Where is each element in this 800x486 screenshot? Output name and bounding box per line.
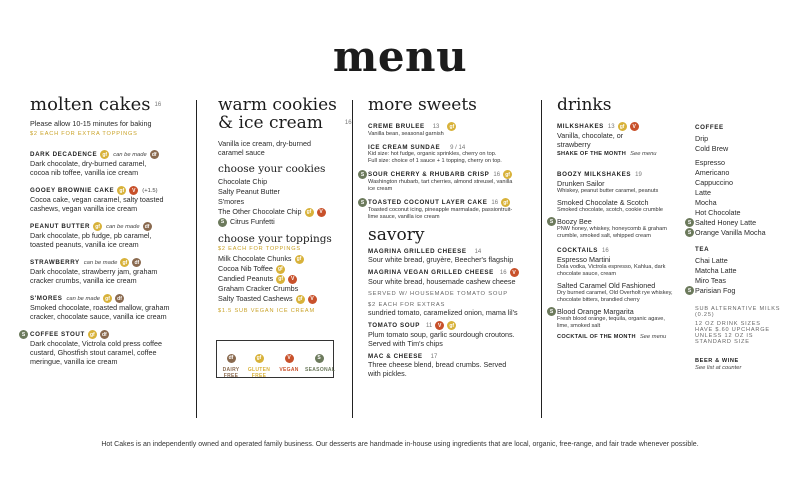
item-name: S'MORES <box>30 295 63 302</box>
item-desc: Dark chocolate, strawberry jam, graham <box>30 267 158 276</box>
column-divider <box>352 100 353 418</box>
menu-item <box>30 258 190 285</box>
item-note: can be made <box>113 151 147 158</box>
gluten-free-icon: gf <box>503 170 512 179</box>
vegan-icon: V <box>285 354 294 363</box>
item-desc: Dark chocolate, Victrola cold press coffee <box>30 339 162 348</box>
price: 16 <box>491 199 499 206</box>
coffee-item: Latte <box>695 188 711 197</box>
drink-desc: PNW honey, whiskey, honeycomb & graham <box>557 226 667 232</box>
coffee-item: Orange Vanilla Mocha <box>695 228 766 237</box>
savory-heading: savory <box>368 225 425 245</box>
gluten-free-icon: gf <box>88 330 97 339</box>
vegan-icon: V <box>435 321 444 330</box>
shake-of-the-month <box>557 151 687 157</box>
dairy-free-icon: df <box>227 354 236 363</box>
coffee-item: Americano <box>695 168 730 177</box>
legend-label: GLUTEN FREE <box>247 367 271 379</box>
cookie-option: Salty Peanut Butter <box>218 187 280 196</box>
dairy-free-icon: df <box>100 330 109 339</box>
gluten-free-icon: gf <box>276 275 285 284</box>
coffee-item: Cold Brew <box>695 144 729 153</box>
topping-option: Salty Toasted Cashews <box>218 294 293 303</box>
gluten-free-icon: gf <box>295 255 304 264</box>
extras-list: sundried tomato, caramelized onion, mama lil's <box>368 308 518 317</box>
item-desc: lime sauce, vanilla ice cream <box>368 214 440 220</box>
menu-item <box>368 248 538 264</box>
seasonal-icon: S <box>547 217 556 226</box>
gluten-free-icon: gf <box>93 222 102 231</box>
gluten-free-icon: gf <box>447 122 456 131</box>
seasonal-icon: S <box>315 354 324 363</box>
item-note: (+1.5) <box>142 187 158 194</box>
gluten-free-icon: gf <box>100 150 109 159</box>
price: 14 <box>474 248 482 255</box>
more-sweets-section <box>360 95 538 378</box>
drinks-section <box>549 95 687 340</box>
price: 13 <box>607 123 615 130</box>
drink-name: Salted Caramel Old Fashioned <box>557 281 656 290</box>
item-desc: toasted peanuts, vanilla ice cream <box>30 240 139 249</box>
price: 16 <box>499 269 507 276</box>
item-name: COFFEE STOUT <box>30 331 85 338</box>
item-name: SOUR CHERRY & RHUBARB CRISP <box>368 171 490 178</box>
item-name: MILKSHAKES <box>557 123 604 130</box>
item-name: MAGRINA VEGAN GRILLED CHEESE <box>368 269 494 276</box>
size-note: STANDARD SIZE <box>695 339 750 345</box>
menu-item <box>368 321 538 348</box>
topping-option: Cocoa Nib Toffee <box>218 264 273 273</box>
price: 16 <box>602 247 609 254</box>
drink-name: Blood Orange Margarita <box>557 307 634 316</box>
dairy-free-icon: df <box>132 258 141 267</box>
topping-option: Candied Peanuts <box>218 274 274 283</box>
cocktail-of-the-month <box>557 334 687 340</box>
item-desc: Toasted coconut icing, pineapple marmalade, passiontruit- <box>368 207 513 213</box>
item-name: ICE CREAM SUNDAE <box>368 144 441 151</box>
drink-desc: chocolate sauce, cream <box>557 271 617 277</box>
item-note: can be made <box>83 259 118 266</box>
item-desc: cracker, chocolate sauce, vanilla ice cream <box>30 312 167 321</box>
item-name: DARK DECADENCE <box>30 151 98 158</box>
page-title: menu <box>332 32 468 81</box>
dairy-free-icon: df <box>150 150 159 159</box>
seasonal-icon: S <box>358 198 367 207</box>
column-divider <box>541 100 542 418</box>
extra-note: $2 EACH FOR EXTRA TOPPINGS <box>30 131 138 137</box>
tea-item: Miro Teas <box>695 276 727 285</box>
menu-item <box>368 353 538 378</box>
price: 19 <box>635 171 642 178</box>
item-desc: Sour white bread, gruyère, Beecher's flagship <box>368 255 514 264</box>
drink-name: Drunken Sailor <box>557 179 605 188</box>
item-desc: Served with Tim's chips <box>368 339 443 348</box>
price: 11 <box>425 322 433 329</box>
item-name: COCKTAIL OF THE MONTH <box>557 334 636 340</box>
seasonal-icon: S <box>19 330 28 339</box>
coffee-item: Espresso <box>695 158 725 167</box>
drink-desc: lime, smoked salt <box>557 323 601 329</box>
legend-label: VEGAN <box>279 367 299 373</box>
seasonal-icon: S <box>685 228 694 237</box>
coffee-heading: COFFEE <box>695 124 724 131</box>
cookies-desc: Vanilla ice cream, dry-burned <box>218 139 311 148</box>
drink-desc: chocolate bitters, brandied cherry <box>557 297 640 303</box>
gluten-free-icon: gf <box>255 354 264 363</box>
gluten-free-icon: gf <box>501 198 510 207</box>
legend-dairy-free <box>217 346 245 379</box>
legend-label: DAIRY FREE <box>222 367 240 379</box>
price: 16 <box>344 120 352 126</box>
price: 9 / 14 <box>450 144 466 151</box>
drink-desc: Smoked chocolate, scotch, cookie crumble <box>557 207 664 213</box>
choose-toppings-heading: choose your toppings <box>218 233 332 245</box>
vegan-icon: V <box>129 186 138 195</box>
menu-item <box>21 330 190 366</box>
coffee-item: Mocha <box>695 198 717 207</box>
gluten-free-icon: gf <box>276 265 285 274</box>
drink-desc: crumble, smoked salt, whipped cream <box>557 233 651 239</box>
topping-option: Graham Cracker Crumbs <box>218 284 299 293</box>
item-desc: Cocoa cake, vegan caramel, salty toasted <box>30 195 164 204</box>
cookie-option: The Other Chocolate Chip <box>218 207 302 216</box>
section-heading: more sweets <box>368 95 477 115</box>
gluten-free-icon: gf <box>305 208 314 217</box>
seasonal-icon: S <box>685 286 694 295</box>
vegan-icon: V <box>510 268 519 277</box>
gluten-free-icon: gf <box>103 294 112 303</box>
item-desc: meringue, vanilla ice cream <box>30 357 118 366</box>
menu-item <box>360 198 538 221</box>
price: 17 <box>430 353 438 360</box>
item-desc: Vanilla bean, seasonal garnish <box>368 131 444 137</box>
milk-note: SUB ALTERNATIVE MILKS <box>695 306 781 312</box>
coffee-item: Cappuccino <box>695 178 733 187</box>
item-desc: Washington rhubarb, tart cherries, almond streusel, vanilla <box>368 179 513 185</box>
toppings-extra-note: $2 EACH FOR TOPPINGS <box>218 246 301 252</box>
item-desc: Plum tomato soup, garlic sourdough croutons. <box>368 330 515 339</box>
dietary-legend <box>216 340 334 378</box>
boozy-shakes-group <box>549 171 687 240</box>
item-desc: Smoked chocolate, roasted mallow, graham <box>30 303 170 312</box>
drink-desc: Whiskey, peanut butter caramel, peanuts <box>557 188 659 194</box>
item-note: can be made <box>66 295 101 302</box>
seasonal-icon: S <box>685 218 694 227</box>
column-divider <box>196 100 197 418</box>
size-note: HAVE $.60 UPCHARGE <box>695 327 770 333</box>
cocktails-group <box>549 247 687 330</box>
section-heading: warm cookies <box>218 95 337 115</box>
intro-text: Please allow 10-15 minutes for baking <box>30 119 152 128</box>
menu-item <box>557 122 687 149</box>
topping-option: Milk Chocolate Chunks <box>218 254 292 263</box>
vegan-icon: V <box>317 208 326 217</box>
item-name: MAGRINA GRILLED CHEESE <box>368 248 467 255</box>
gluten-free-icon: gf <box>447 321 456 330</box>
cookie-option: S'mores <box>218 197 245 206</box>
menu-item <box>368 268 538 286</box>
footer-text: Hot Cakes is an independently owned and operated family business. Our desserts are handmade in-house using ingredients that are local, organic, free-range, and fair trade whenever possible. <box>101 441 699 448</box>
item-note: can be made <box>106 223 140 230</box>
choose-cookies-heading: choose your cookies <box>218 163 326 175</box>
gluten-free-icon: gf <box>117 186 126 195</box>
drink-desc: Fresh blood orange, tequila, organic agave, <box>557 316 665 322</box>
drink-desc: Dola vodka, Victrola espresso, Kahlua, dark <box>557 264 666 270</box>
cookie-option: Citrus Funfetti <box>230 217 275 226</box>
legend-seasonal <box>305 346 336 373</box>
size-note: UNLESS 12 OZ IS <box>695 333 754 339</box>
molten-cakes-section <box>21 94 190 366</box>
item-desc: Kid size: hot fudge, organic sprinkles, cherry on top. <box>368 151 497 157</box>
item-name: BOOZY MILKSHAKES <box>557 171 632 178</box>
cookies-section <box>218 95 352 314</box>
item-desc: strawberry <box>557 140 591 149</box>
item-desc: ice cream <box>368 186 393 192</box>
gluten-free-icon: gf <box>296 295 305 304</box>
vegan-icon: V <box>308 295 317 304</box>
gluten-free-icon: gf <box>618 122 627 131</box>
item-desc: Dark chocolate, pb fudge, pb caramel, <box>30 231 152 240</box>
seasonal-icon: S <box>547 307 556 316</box>
item-desc: Dark chocolate, dry-burned caramel, <box>30 159 147 168</box>
menu-item <box>368 122 538 138</box>
seasonal-icon: S <box>218 218 227 227</box>
item-name: CREME BRULEE <box>368 123 425 130</box>
section-heading: drinks <box>557 95 612 115</box>
item-name: MAC & CHEESE <box>368 353 423 360</box>
item-desc: Three cheese blend, bread crumbs. Served <box>368 360 507 369</box>
menu-item <box>368 144 538 165</box>
item-name: STRAWBERRY <box>30 259 80 266</box>
cookies-desc: caramel sauce <box>218 148 265 157</box>
dairy-free-icon: df <box>115 294 124 303</box>
menu-item <box>30 222 190 249</box>
extras-note: $2 EACH FOR EXTRAS <box>368 302 446 308</box>
coffee-item: Drip <box>695 134 709 143</box>
tea-heading: TEA <box>695 246 710 253</box>
vegan-icon: V <box>288 275 297 284</box>
legend-vegan <box>275 346 303 373</box>
item-name: SHAKE OF THE MONTH <box>557 151 627 157</box>
item-name: TOMATO SOUP <box>368 322 420 329</box>
coffee-item: Salted Honey Latte <box>695 218 757 227</box>
vegan-sub-note: $1.5 SUB VEGAN ICE CREAM <box>218 308 315 314</box>
item-desc: with pickles. <box>368 369 407 378</box>
item-desc: Full size: choice of 1 sauce + 1 topping, cherry on top. <box>368 158 502 164</box>
gluten-free-icon: gf <box>120 258 129 267</box>
seasonal-icon: S <box>358 170 367 179</box>
item-name: PEANUT BUTTER <box>30 223 91 230</box>
tea-item: Matcha Latte <box>695 266 737 275</box>
tea-item: Parisian Fog <box>695 286 736 295</box>
item-desc: cracker crumbs, vanilla ice cream <box>30 276 137 285</box>
item-note: See menu <box>630 151 657 157</box>
drink-name: Espresso Martini <box>557 255 611 264</box>
size-note: 12 OZ DRINK SIZES <box>695 321 761 327</box>
menu-item <box>360 170 538 193</box>
item-name: TOASTED COCONUT LAYER CAKE <box>368 199 488 206</box>
beer-wine-note: See list at counter <box>695 365 742 371</box>
legend-label: SEASONAL <box>305 367 336 373</box>
item-name: GOOEY BROWNIE CAKE <box>30 187 115 194</box>
coffee-tea-section <box>687 124 795 371</box>
price: 13 <box>432 123 440 130</box>
served-with-note: SERVED W/ HOUSEMADE TOMATO SOUP <box>368 291 508 297</box>
price: 16 <box>493 171 501 178</box>
beer-wine-heading: BEER & WINE <box>695 358 739 364</box>
drink-name: Boozy Bee <box>557 217 592 226</box>
section-heading: molten cakes <box>30 94 151 115</box>
item-desc: cocoa nib toffee, vanilla ice cream <box>30 168 139 177</box>
item-name: COCKTAILS <box>557 247 599 254</box>
dairy-free-icon: df <box>143 222 152 231</box>
item-desc: Vanilla, chocolate, or <box>557 131 624 140</box>
menu-item <box>30 294 190 321</box>
drink-desc: Dry burned caramel, Old Overholt rye whiskey, <box>557 290 673 296</box>
item-desc: Sour white bread, housemade cashew cheese <box>368 277 516 286</box>
coffee-item: Hot Chocolate <box>695 208 741 217</box>
drink-name: Smoked Chocolate & Scotch <box>557 198 649 207</box>
vegan-icon: V <box>630 122 639 131</box>
menu-item <box>30 150 190 177</box>
milk-note: (0.25) <box>695 312 715 318</box>
item-desc: custard, Ghostfish stout caramel, coffee <box>30 348 157 357</box>
legend-gluten-free <box>245 346 273 379</box>
tea-item: Chai Latte <box>695 256 728 265</box>
item-note: See menu <box>639 334 667 340</box>
menu-item <box>30 186 190 213</box>
price: 16 <box>154 102 162 108</box>
section-heading: & ice cream <box>218 113 323 133</box>
cookie-option: Chocolate Chip <box>218 177 268 186</box>
item-desc: cashews, vegan vanilla ice cream <box>30 204 138 213</box>
